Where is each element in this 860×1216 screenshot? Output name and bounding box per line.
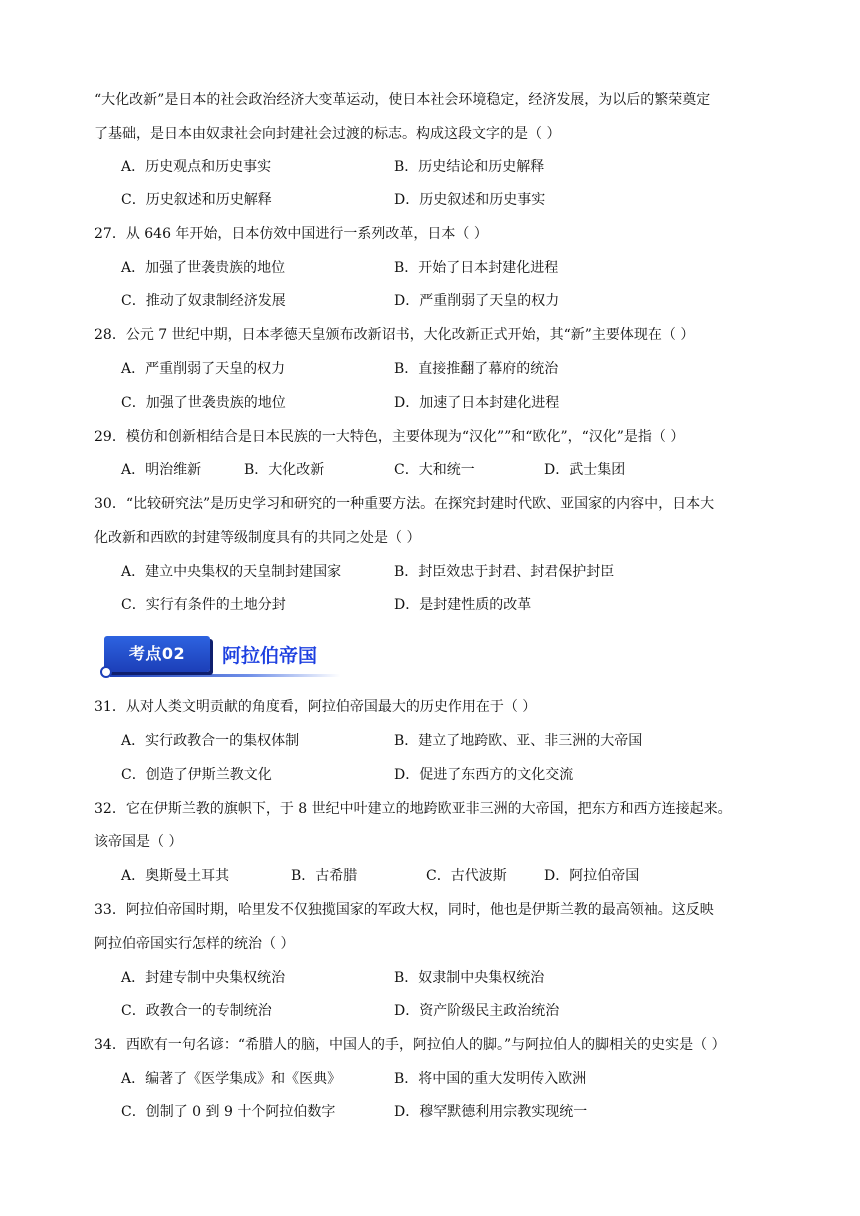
option-d: D．是封建性质的改革 [394, 597, 532, 613]
section-header [102, 634, 362, 680]
question-31-stem: 31．从对人类文明贡献的角度看，阿拉伯帝国最大的历史作用在于（ ） [94, 699, 537, 715]
option-b: B．奴隶制中央集权统治 [394, 970, 545, 986]
option-a: A．严重削弱了天皇的权力 [121, 361, 286, 377]
option-a: A．编著了《医学集成》和《医典》 [121, 1071, 342, 1087]
option-b: B．将中国的重大发明传入欧洲 [394, 1071, 587, 1087]
section-badge-label: 考点02 [128, 644, 186, 663]
question-29-stem: 29．模仿和创新相结合是日本民族的一大特色，主要体现为“汉化””和“欧化”，“汉化”是指（ ） [94, 429, 685, 445]
question-30-line-2: 化改新和西欧的封建等级制度具有的共同之处是（ ） [94, 530, 421, 546]
option-c: C．创造了伊斯兰教文化 [121, 767, 272, 783]
option-b: B．封臣效忠于封君、封君保护封臣 [394, 564, 615, 580]
option-d: D．历史叙述和历史事实 [394, 192, 546, 208]
question-33-line-1: 33．阿拉伯帝国时期，哈里发不仅独揽国家的军政大权，同时，他也是伊斯兰教的最高领袖。这反映 [94, 902, 714, 918]
option-c: C．政教合一的专制统治 [121, 1003, 272, 1019]
option-c: C．加强了世袭贵族的地位 [121, 395, 286, 411]
option-d: D．阿拉伯帝国 [544, 868, 640, 884]
option-d: D．武士集团 [544, 462, 626, 478]
option-d: D．促进了东西方的文化交流 [394, 767, 574, 783]
option-b: B．历史结论和历史解释 [394, 159, 545, 175]
question-intro-line-2: 了基础，是日本由奴隶社会向封建社会过渡的标志。构成这段文字的是（ ） [94, 126, 561, 142]
option-b: B．大化改新 [244, 462, 325, 478]
section-badge [104, 636, 210, 672]
question-32-line-1: 32．它在伊斯兰教的旗帜下，于 8 世纪中叶建立的地跨欧亚非三洲的大帝国，把东方和西方连接起来。 [94, 801, 732, 817]
section-title: 阿拉伯帝国 [222, 645, 318, 667]
option-d: D．穆罕默德利用宗教实现统一 [394, 1104, 588, 1120]
option-c: C．古代波斯 [426, 868, 507, 884]
option-a: A．封建专制中央集权统治 [121, 970, 286, 986]
question-34-stem: 34．西欧有一句名谚：“希腊人的脑，中国人的手，阿拉伯人的脚。”与阿拉伯人的脚相关的史实是（ ） [94, 1037, 726, 1053]
option-b: B．建立了地跨欧、亚、非三洲的大帝国 [394, 733, 643, 749]
question-33-line-2: 阿拉伯帝国实行怎样的统治（ ） [94, 936, 295, 952]
option-c: C．实行有条件的土地分封 [121, 597, 286, 613]
option-d: D．严重削弱了天皇的权力 [394, 293, 560, 309]
section-dot-icon [100, 666, 112, 678]
option-a: A．明治维新 [121, 462, 202, 478]
question-30-line-1: 30．“比较研究法”是历史学习和研究的一种重要方法。在探究封建时代欧、亚国家的内容中，日本大 [94, 496, 715, 512]
option-c: C．创制了 0 到 9 十个阿拉伯数字 [121, 1104, 336, 1120]
option-b: B．直接推翻了幕府的统治 [394, 361, 559, 377]
option-d: D．资产阶级民主政治统治 [394, 1003, 560, 1019]
option-b: B．古希腊 [291, 868, 358, 884]
option-d: D．加速了日本封建化进程 [394, 395, 560, 411]
option-a: A．实行政教合一的集权体制 [121, 733, 300, 749]
question-32-line-2: 该帝国是（ ） [94, 834, 183, 850]
option-c: C．历史叙述和历史解释 [121, 192, 272, 208]
question-intro-line-1: “大化改新”是日本的社会政治经济大变革运动，使日本社会环境稳定，经济发展，为以后的繁荣奠定 [94, 92, 711, 108]
option-b: B．开始了日本封建化进程 [394, 260, 559, 276]
option-a: A．历史观点和历史事实 [121, 159, 272, 175]
option-a: A．奥斯曼土耳其 [121, 868, 230, 884]
option-c: C．推动了奴隶制经济发展 [121, 293, 286, 309]
option-c: C．大和统一 [394, 462, 475, 478]
question-28-stem: 28．公元 7 世纪中期，日本孝德天皇颁布改新诏书，大化改新正式开始，其“新”主要体现在（ ） [94, 327, 695, 343]
question-27-stem: 27．从 646 年开始，日本仿效中国进行一系列改革，日本（ ） [94, 226, 488, 242]
option-a: A．建立中央集权的天皇制封建国家 [121, 564, 342, 580]
option-a: A．加强了世袭贵族的地位 [121, 260, 286, 276]
section-underline [110, 674, 340, 677]
